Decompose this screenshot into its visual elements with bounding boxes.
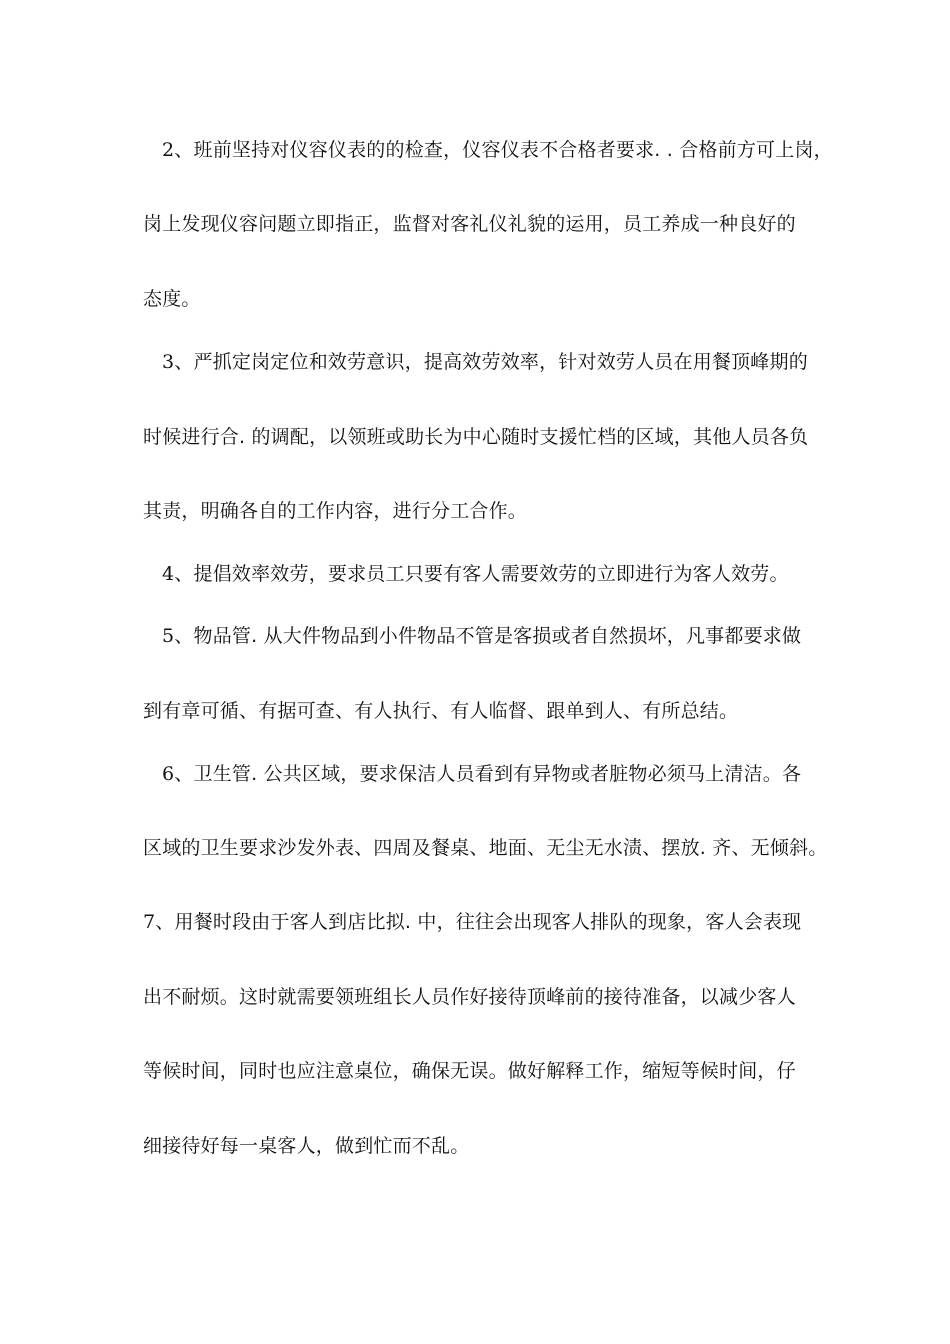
paragraph-5-line-2: 到有章可循、有据可查、有人执行、有人临督、跟单到人、有所总结。: [143, 700, 739, 722]
paragraph-text: 、提倡效率效劳，要求员工只要有客人需要效劳的立即进行为客人效劳。: [174, 563, 789, 585]
paragraph-5-line-1: [162, 624, 801, 648]
paragraph-text: 、卫生管. 公共区域，要求保洁人员看到有异物或者脏物必须马上清洁。各: [174, 763, 802, 785]
paragraph-3-line-3: 其责，明确各自的工作内容，进行分工合作。: [143, 500, 528, 522]
item-number: 6: [162, 763, 175, 785]
paragraph-6-line-2: 区域的卫生要求沙发外表、四周及餐桌、地面、无尘无水渍、摆放. 齐、无倾斜。: [143, 837, 828, 859]
item-number: 3: [162, 351, 175, 373]
paragraph-7-line-2: 出不耐烦。这时就需要领班组长人员作好接待顶峰前的接待准备，以减少客人: [143, 986, 796, 1008]
paragraph-2-line-3: 态度。: [143, 288, 201, 310]
item-number: 2: [162, 139, 175, 161]
paragraph-4-line-1: [162, 562, 789, 586]
paragraph-2-line-1: [162, 138, 833, 162]
paragraph-3-line-1: [162, 350, 808, 374]
paragraph-7-line-1: [143, 910, 801, 934]
item-number: 5: [162, 625, 175, 647]
paragraph-7-line-3: 等候时间，同时也应注意桌位，确保无误。做好解释工作，缩短等候时间，仔: [143, 1060, 796, 1082]
paragraph-text: 、物品管. 从大件物品到小件物品不管是客损或者自然损坏，凡事都要求做: [174, 625, 802, 647]
paragraph-text: 、严抓定岗定位和效劳意识，提高效劳效率，针对效劳人员在用餐顶峰期的: [174, 351, 808, 373]
item-number: 4: [162, 563, 175, 585]
paragraph-text: 、班前坚持对仪容仪表的的检查，仪容仪表不合格者要求. . 合格前方可上岗，: [174, 139, 833, 161]
paragraph-6-line-1: [162, 762, 801, 786]
paragraph-3-line-2: 时候进行合. 的调配，以领班或助长为中心随时支援忙档的区域，其他人员各负: [143, 426, 809, 448]
paragraph-7-line-4: 细接待好每一桌客人，做到忙而不乱。: [143, 1135, 470, 1157]
paragraph-text: 、用餐时段由于客人到店比拟. 中，往往会出现客人排队的现象，客人会表现: [155, 911, 802, 933]
item-number: 7: [143, 911, 156, 933]
paragraph-2-line-2: 岗上发现仪容问题立即指正，监督对客礼仪礼貌的运用，员工养成一种良好的: [143, 213, 796, 235]
